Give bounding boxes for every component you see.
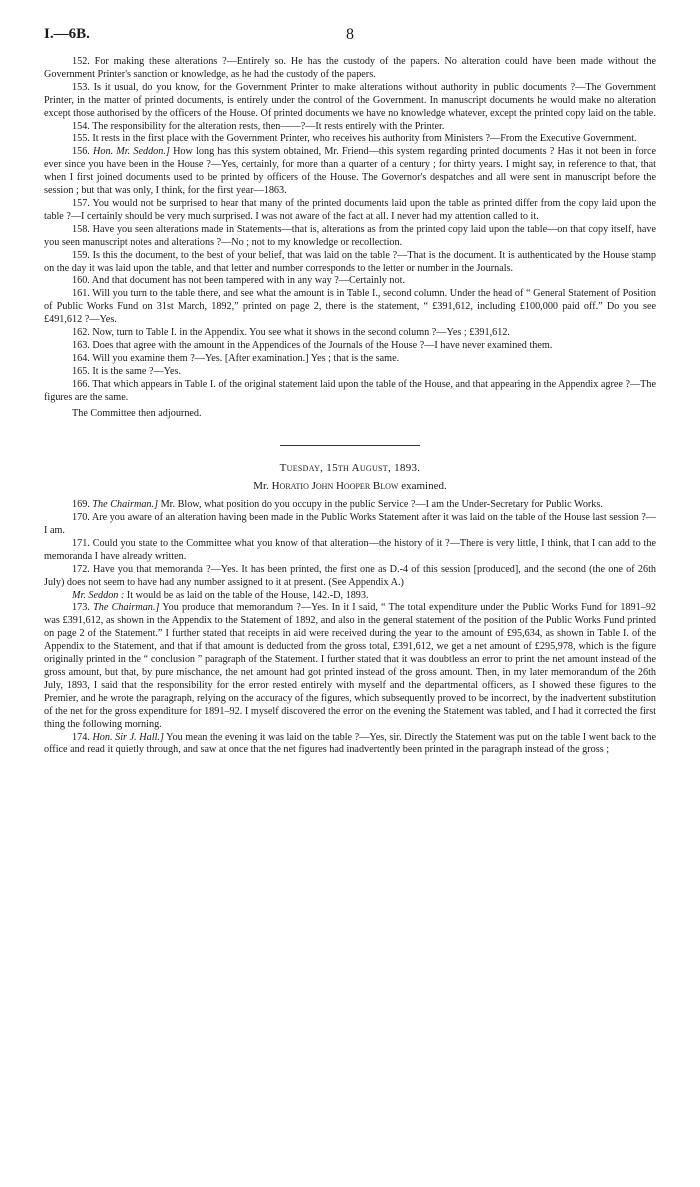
paragraph-text: You produce that memorandum ?—Yes. In it I said, “ The total expenditure under the Public Works Fund for 1891–92 was £391,612, as shown in the Appendix to the Statement of 1892, and also in the general statement of the position of the Public Works Fund printed on page 2 of the Statement.” I further stated that receipts in aid were received during the year to the amount of £95,634, as shown in Table I. of the Appendix to the Statement, and that if that amount is deducted from the gross total, £391,612, we get a net amount of £295,978, which is the figure originally printed in the “ conclusion ” paragraph of the Statement. I further stated that it was doubtless an error to print the net amount instead of the gross amount, but that, by pure mischance, the net amount had got printed instead of the gross amount. Then, in my later memorandum of the 26th July, 1893, I said that the responsibility for the error rested entirely with myself and the departmental officers, as I showed these figures to the Premier, and he wrote the paragraph, relying on the accuracy of the figures, which subsequently proved to be incorrect, by the inadvertent substitution of the net for the gross expenditure for 1891–92. I myself discovered the error on the evening the Statement was tabled, and I had it corrected the first thing the following morning. xyxy=(44,602,657,730)
paragraph: 160. And that document has not been tampered with in any way ?—Certainly not. xyxy=(72,275,405,287)
paragraph: 163. Does that agree with the amount in the Appendices of the Journals of the House ?—I have never examined them. xyxy=(72,339,553,351)
witness-name: Horatio John Hooper Blow xyxy=(271,480,399,493)
speaker: Mr. Seddon : xyxy=(72,589,125,601)
paragraph: 158. Have you seen alterations made in Statements—that is, alterations as from the printed copy laid upon the table—on that copy itself, have you seen manuscript notes and alterations ?—No ; not to my knowledge or recollection. xyxy=(44,223,656,248)
question-number: 169. xyxy=(72,499,90,511)
speaker: The Chairman.] xyxy=(93,602,160,614)
paragraph xyxy=(44,602,656,731)
paragraph-text: How long has this system obtained, Mr. Friend—this system regarding printed documents ? Has it not been in force ever since you have been in the House ?—Yes, certainly, for more than a quarter of a century ; for thirty years. I might say, in reference to that, that when I first joined documents used to be printed by officers of the House. The Governor's despatches and all were sent in manuscript before the session ; but that was only, I think, for the first year—1863. xyxy=(44,146,657,197)
paragraph: 161. Will you turn to the table there, and see what the amount is in Table I., second column. Under the head of “ General Statement of Position of Public Works Fund on 31st March, 1892,” printed on page 2, there is the statement, “ £391,612, including £100,000 paid off.” Do you see £491,612 ?—Yes. xyxy=(44,288,656,326)
adjourned-note: The Committee then adjourned. xyxy=(72,408,202,420)
witness-heading xyxy=(44,480,656,493)
paragraph: 152. For making these alterations ?—Entirely so. He has the custody of the papers. No alteration could have been made without the Government Printer's sanction or knowledge, as he had the custody of the papers. xyxy=(44,56,656,80)
paper-reference: I.—6B. xyxy=(44,26,90,42)
paragraph xyxy=(44,732,656,758)
paragraph xyxy=(44,146,656,198)
speaker: The Chairman.] xyxy=(92,499,159,511)
session-date: Tuesday, 15th August, 1893. xyxy=(279,462,421,475)
paragraph: 162. Now, turn to Table I. in the Appendix. You see what it shows in the second column ?—Yes ; £391,612. xyxy=(72,327,510,339)
witness-suffix: examined. xyxy=(401,480,447,493)
paragraph: 155. It rests in the first place with the Government Printer, who receives his authority from Ministers ?—From the Executive Government. xyxy=(72,133,637,145)
paragraph: 153. Is it usual, do you know, for the Government Printer to make alterations without authority in public documents ?—The Government Printer, in the matter of printed documents, is entirely under the control of the Government. In manuscript documents he would make no alteration except those authorised by the officers of the House. Of printed documents we have no knowledge whatever, except the printed copy laid on the table. xyxy=(44,81,656,119)
question-number: 174. xyxy=(72,731,90,743)
paragraph: 164. Will you examine them ?—Yes. [After examination.] Yes ; that is the same. xyxy=(72,352,400,364)
paragraph: 170. Are you aware of an alteration having been made in the Public Works Statement after it was laid on the table of the House last session ?—I am. xyxy=(44,512,656,536)
paragraph: 166. That which appears in Table I. of the original statement laid upon the table of the House, and that appearing in the Appendix agree ?—The figures are the same. xyxy=(44,378,656,403)
paragraph: 171. Could you state to the Committee what you know of that alteration—the history of it ?—There is very little, I think, that I can add to the memoranda I have already written. xyxy=(44,537,656,562)
page-header xyxy=(44,26,656,48)
paragraph xyxy=(44,499,656,512)
speaker: Hon. Sir J. Hall.] xyxy=(92,731,164,743)
section-divider xyxy=(280,445,420,446)
paragraph: 172. Have you that memoranda ?—Yes. It has been printed, the first one as D.-4 of this session [produced], and the second (the one of 26th July) does not seem to have had any number assigned to it at present. (See Appendix A.) xyxy=(44,563,656,588)
paragraph-text: You mean the evening it was laid on the table ?—Yes, sir. Directly the Statement was put on the table I went back to the office and read it quietly through, and saw at once that the net figures had inadvertently been printed in the paragraph instead of the gross ; xyxy=(44,731,657,756)
paragraph-text: It would be as laid on the table of the House, 142.-D, 1893. xyxy=(126,589,369,601)
paragraph: 154. The responsibility for the alteration rests, then——?—It rests entirely with the Printer. xyxy=(72,120,445,132)
witness-title: Mr. xyxy=(253,480,269,493)
paragraph: 157. You would not be surprised to hear that many of the printed documents laid upon the table as printed differ from the copy laid upon the table ?—I certainly should be very much surprised. I was not aware of the fact at all. I never had my attention called to it. xyxy=(44,197,656,222)
paragraph: 165. It is the same ?—Yes. xyxy=(72,365,182,377)
paragraph: 159. Is this the document, to the best of your belief, that was laid on the table ?—That is the document. It is authenticated by the House stamp on the day it was laid upon the table, and that letter and number corresponds to the letter or number in the Journals. xyxy=(44,249,656,274)
paragraph-text: Mr. Blow, what position do you occupy in the public Service ?—I am the Under-Secretary for Public Works. xyxy=(160,499,603,511)
page-number: 8 xyxy=(346,26,354,43)
question-number: 173. xyxy=(72,602,90,614)
document-body xyxy=(44,56,656,757)
paragraph xyxy=(44,590,656,603)
speaker: Hon. Mr. Seddon.] xyxy=(93,146,170,158)
question-number: 156. xyxy=(72,146,90,158)
